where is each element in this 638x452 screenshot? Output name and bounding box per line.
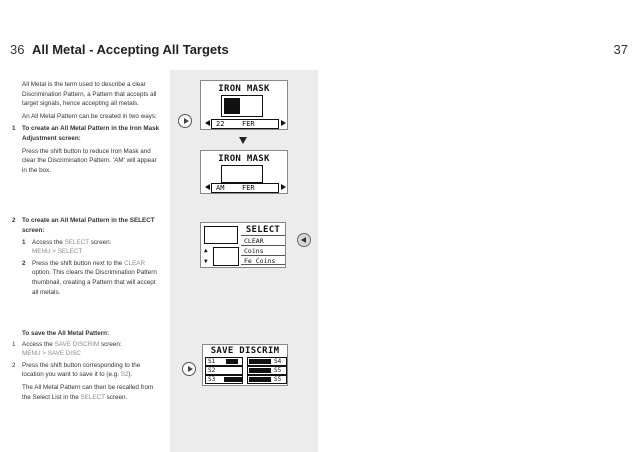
iron-mask-value: AM <box>216 184 225 192</box>
slot-thumbnail <box>224 377 242 382</box>
iron-mask-value: 22 <box>216 120 225 128</box>
save-item-1-prefix: Access the <box>22 340 53 348</box>
substep-2-prefix: Press the shift button next to the <box>32 259 123 267</box>
right-arrow-icon <box>281 120 286 126</box>
up-arrow-icon: ▲ <box>204 247 208 254</box>
step-2 <box>12 216 162 297</box>
instructions-column <box>12 80 162 405</box>
save-slot-s2[interactable]: S2 <box>205 366 243 375</box>
left-arrow-icon <box>205 120 210 126</box>
shift-right-button-icon[interactable] <box>178 114 192 128</box>
save-slot-s3[interactable]: S3 <box>205 375 243 384</box>
iron-mask-mode: FER <box>242 120 255 128</box>
screen-title: SAVE DISCRIM <box>210 346 280 356</box>
iron-mask-screen-before <box>200 80 288 130</box>
save-slot-s4[interactable]: S4 <box>247 357 287 366</box>
save-slot-s1[interactable]: S1 <box>205 357 243 366</box>
substep-1-keyword: SELECT <box>64 238 89 246</box>
save-item-1 <box>12 340 162 359</box>
save-note-prefix: The All Metal Pattern can then be recalled from the Select List in the <box>22 384 154 401</box>
left-arrow-icon <box>205 184 210 190</box>
right-page-number: 37 <box>613 42 628 57</box>
select-screen <box>200 222 286 268</box>
right-arrow-icon <box>281 184 286 190</box>
pattern-thumbnail-top <box>204 226 238 244</box>
step-2-substep-1 <box>22 238 162 257</box>
slot-thumbnail <box>249 377 271 382</box>
left-page-number: 36 <box>10 42 25 57</box>
step-2-heading: To create an All Metal Pattern in the SELECT screen: <box>22 217 155 234</box>
save-heading: To save the All Metal Pattern: <box>22 330 110 338</box>
save-item-1-keyword: SAVE DISCRIM <box>54 340 100 348</box>
iron-mask-bar <box>211 119 279 129</box>
select-item-coins[interactable]: Coins <box>241 245 285 255</box>
step-1-heading: To create an All Metal Pattern in the Iron Mask Adjustment screen: <box>22 125 160 142</box>
step-2-number: 2 <box>12 217 16 225</box>
save-item-1-number: 1 <box>12 340 16 348</box>
save-slot-s5[interactable]: S5 <box>247 366 287 375</box>
step-2-substep-2 <box>22 259 162 297</box>
save-note-keyword: SELECT <box>80 393 105 401</box>
save-discrim-screen <box>202 344 288 386</box>
step-1-number: 1 <box>12 125 16 133</box>
substep-2-suffix: option. This clears the Discrimination Pattern thumbnail, creating a Pattern that will accept all metals. <box>32 269 157 296</box>
discrimination-pattern-frame <box>221 165 263 183</box>
substep-1-suffix: screen: <box>90 238 112 246</box>
screen-title: SELECT <box>245 225 281 235</box>
save-item-2-keyword: S2 <box>120 371 129 379</box>
iron-mask-bar <box>211 183 279 193</box>
down-arrow-icon: ▼ <box>204 258 208 265</box>
save-slot-s5-second[interactable]: S5 <box>247 375 287 384</box>
save-item-1-menu-path: MENU > SAVE DISC <box>22 350 81 358</box>
page-title: All Metal - Accepting All Targets <box>32 42 229 57</box>
slot-thumbnail <box>226 359 238 364</box>
save-item-2 <box>12 361 162 405</box>
iron-mask-screen-after <box>200 150 288 194</box>
save-item-2-prefix: Press the shift button corresponding to the location you want to save it to (e.g. <box>22 361 141 379</box>
save-item-2-number: 2 <box>12 361 16 369</box>
discrimination-pattern-frame <box>221 95 263 117</box>
select-menu <box>241 225 285 267</box>
save-note-suffix: screen. <box>106 393 128 401</box>
substep-1-menu-path: MENU > SELECT <box>32 248 83 256</box>
save-section <box>12 329 162 405</box>
shift-right-button-icon[interactable] <box>182 362 196 376</box>
substep-2-number: 2 <box>22 259 26 267</box>
iron-mask-mode: FER <box>242 184 255 192</box>
slot-thumbnail <box>249 368 271 373</box>
step-1 <box>12 124 162 178</box>
down-arrow-icon <box>239 137 247 144</box>
select-item-clear[interactable]: CLEAR <box>241 235 285 245</box>
save-item-2-suffix: ). <box>128 371 133 379</box>
intro-ways-paragraph: An All Metal Pattern can be created in two ways: <box>22 112 157 120</box>
save-item-1-suffix: screen: <box>100 340 122 348</box>
pattern-thumbnail <box>213 247 239 266</box>
intro-paragraph: All Metal is the term used to describe a clear Discrimination Pattern, a Pattern that accepts all target signals, hence accepting all metals. <box>22 81 157 108</box>
slot-thumbnail <box>249 359 271 364</box>
substep-2-keyword: CLEAR <box>124 259 146 267</box>
screen-title: IRON MASK <box>218 154 270 164</box>
substep-1-number: 1 <box>22 238 26 246</box>
step-1-text: Press the shift button to reduce Iron Mask and clear the Discrimination Pattern. 'AM' will appear in the box. <box>22 147 157 174</box>
select-item-fe-coins[interactable]: Fe Coins <box>241 255 285 265</box>
page-header <box>0 42 638 62</box>
substep-1-prefix: Access the <box>32 238 63 246</box>
screen-title: IRON MASK <box>218 84 270 94</box>
shift-left-button-icon[interactable] <box>297 233 311 247</box>
iron-mask-block <box>224 98 240 114</box>
